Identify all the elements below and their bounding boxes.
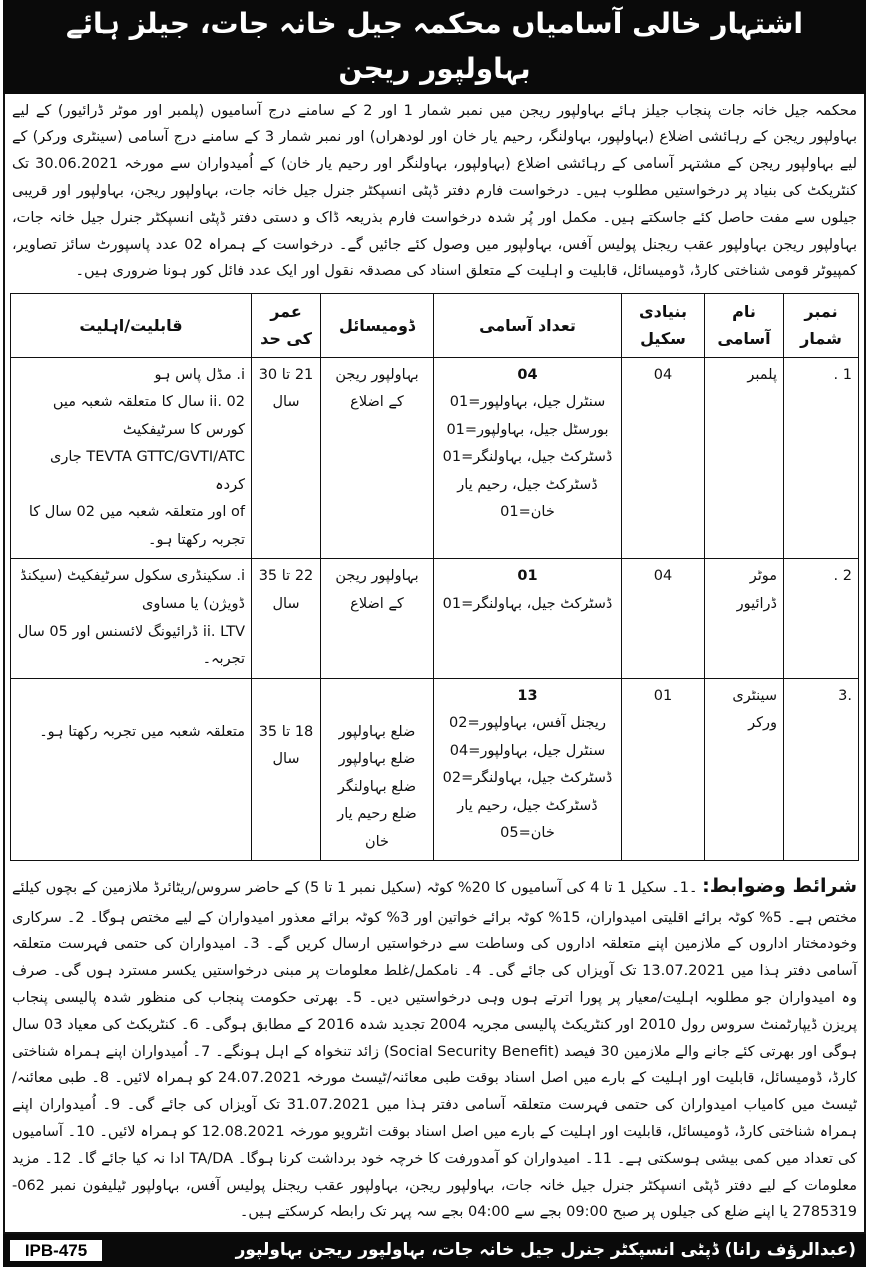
cell-number-text: 2 . xyxy=(833,568,852,585)
cell-scale-text: 04 xyxy=(653,568,673,585)
cell-domicile-line: ضلع بہاولپور xyxy=(338,751,416,768)
ad-code: IPB-475 xyxy=(10,1240,102,1261)
cell-posts xyxy=(434,357,622,559)
header-qualification: قابلیت/اہلیت xyxy=(11,294,252,357)
ad-title: اشتہار خالی آسامیاں محکمہ جیل خانہ جات، جیلز ہائے بہاولپور ریجن xyxy=(3,0,866,94)
cell-posts-line: سنٹرل جیل، بہاولپور=04 xyxy=(449,742,606,759)
cell-domicile-line: کے اضلاع xyxy=(350,394,404,411)
cell-qualification-line: i. سکینڈری سکول سرٹیفکیٹ (سیکنڈ ڈویژن) یا مساوی xyxy=(20,568,245,613)
cell-number xyxy=(784,678,859,861)
cell-posts-line: ڈسٹرکٹ جیل، بہاولنگر=01 xyxy=(442,596,613,613)
signature: (عبدالرؤف رانا) ڈپٹی انسپکٹر جنرل جیل خانہ جات، بہاولپور ریجن بہاولپور xyxy=(235,1240,856,1261)
cell-post-name-text: پلمبر xyxy=(747,366,777,383)
cell-posts-line: ڈسٹرکٹ جیل، بہاولنگر=02 xyxy=(442,770,613,787)
header-age: عمر کی حد xyxy=(252,294,321,357)
cell-posts-line: ڈسٹرکٹ جیل، رحیم یار خان=05 xyxy=(457,797,598,842)
cell-posts xyxy=(434,678,622,861)
cell-qualification-line: TEVTA GTTC/GVTI/ATC جاری کردہ xyxy=(50,449,245,493)
cell-number xyxy=(784,357,859,559)
table-row xyxy=(11,678,859,861)
cell-number-text: 1 . xyxy=(833,366,852,383)
posts-total: 13 xyxy=(517,687,538,704)
cell-domicile-line: بہاولپور ریجن xyxy=(335,568,419,585)
cell-post-name-text: موٹر ڈرائیور xyxy=(736,568,777,613)
cell-post-name xyxy=(705,559,784,678)
cell-scale xyxy=(622,678,705,861)
cell-age-line: 18 تا 35 xyxy=(258,723,314,740)
cell-scale xyxy=(622,357,705,559)
cell-qualification-line: ii. LTV ڈرائیونگ لائسنس اور 05 سال تجربہ۔ xyxy=(17,623,245,668)
cell-post-name-text: سینٹری ورکر xyxy=(732,687,777,732)
header-post-name: نام آسامی xyxy=(705,294,784,357)
terms-text: ۔1۔ سکیل 1 تا 4 کی آسامیوں کا 20% کوٹہ (سکیل نمبر 1 تا 5) کے حاضر سروس/ریٹائرڈ ملازمین کے بچوں کیلئے مختص ہے۔ 5% کوٹہ برائے اقلیتی امیدواران، 15% کوٹہ برائے خواتین اور 3% کوٹہ برائے معذور امیدواران کے لیے مختص ہوگا۔ 2۔ سرکاری وخودمختار اداروں کے ملازمین اپنے متعلقہ اداروں کی وساطت سے درخواستیں ارسال کریں گے۔ 3۔ امیدواران کی حتمی فہرست متعلقہ آسامی دفتر ہذا میں 13.07.2021 تک آویزاں کی جائے گی۔ 4۔ نامکمل/غلط معلومات پر مبنی درخواستیں یکسر مسترد ہوں گی۔ صرف وہ امیدواران جو مطلوبہ اہلیت/معیار پر پورا اترتے ہوں وہی درخواستیں دیں۔ 5۔ بھرتی حکومت پنجاب کی منظور شدہ پالیسی پنجاب پریزن ڈیپارٹمنٹ سروس رول 2010 اور کنٹریکٹ پالیسی مجریہ 2004 تجدید شدہ 2016 کے مطابق ہوگی۔ 6۔ کنٹریکٹ کی معیاد 03 سال ہوگی اور بھرتی کئے جانے والے ملازمین 30 فیصد (Social Security Benefit) زائد تنخواہ کے اہل ہونگے۔ 7۔ اُمیدواران اپنے ہمراہ شناختی کارڈ، ڈومیسائل، قابلیت اور اہلیت کے بارے میں اصل اسناد بوقت طبی معائنہ/ٹیسٹ مورخہ 24.07.2021 کو ہمراہ لائیں۔ 8۔ طبی معائنہ/ٹیسٹ میں کامیاب امیدواران کی حتمی فہرست متعلقہ آسامی دفتر ہذا میں 31.07.2021 تک آویزاں کی جائے گی۔ 9۔ اُمیدواران اپنے ہمراہ شناختی کارڈ، ڈومیسائل، قابلیت اور اہلیت کے بارے میں اصل اسناد بوقت انٹرویو مورخہ 12.08.2021 کو ہمراہ لائیں۔ 10۔ آسامیوں کی تعداد میں کمی بیشی ہوسکتی ہے۔ 11۔ امیدواران کو آمدورفت کا خرچہ خود برداشت کرنا ہوگا۔ TA/DA ادا نہ کیا جائے گا۔ 12۔ مزید معلومات کے لیے دفتر ڈپٹی انسپکٹر جنرل جیل خانہ جات، بہاولپور ریجن، بہاولپور عقب ریجنل پولیس آفس، بہاولپور ٹیلیفون نمبر 062-2785319 یا اپنے ضلع کی جیلوں پر صبح 09:00 بجے سے 04:00 بجے سہ پہر تک رابطہ کرسکتے ہیں۔ xyxy=(12,880,858,1221)
vacancy-table xyxy=(10,293,859,861)
cell-qualification-line: of اور متعلقہ شعبہ میں 02 سال کا تجربہ رکھتا ہو۔ xyxy=(28,504,245,548)
cell-posts-line: بورسٹل جیل، بہاولپور=01 xyxy=(446,421,609,438)
cell-domicile-line: کے اضلاع xyxy=(350,596,404,613)
cell-domicile-line: بہاولپور ریجن xyxy=(335,366,419,383)
header-number: نمبر شمار xyxy=(784,294,859,357)
terms-heading: شرائط وضوابط: xyxy=(702,875,858,898)
cell-post-name xyxy=(705,678,784,861)
cell-scale-text: 01 xyxy=(653,687,673,704)
cell-age-line: 21 تا 30 xyxy=(258,366,314,383)
cell-post-name xyxy=(705,357,784,559)
cell-posts-line: ڈسٹرکٹ جیل، رحیم یار خان=01 xyxy=(457,476,598,521)
cell-number xyxy=(784,559,859,678)
intro-paragraph: محکمہ جیل خانہ جات پنجاب جیلز ہائے بہاولپور ریجن میں نمبر شمار 1 اور 2 کے سامنے درج آسامیوں (پلمبر اور موٹر ڈرائیور) کے لیے بہاولپور ریجن کے رہائشی اضلاع (بہاولپور، بہاولنگر، رحیم یار خان اور لودھراں) اور نمبر شمار 3 کے سامنے درج آسامی (سینٹری ورکر) کے لیے بہاولپور ریجن کے مشتہر آسامی کے رہائشی اضلاع (بہاولپور، بہاولنگر اور رحیم یار خان) کے اُمیدواران سے مورخہ 30.06.2021 تک کنٹریکٹ کی بنیاد پر درخواستیں مطلوب ہیں۔ درخواست فارم دفتر ڈپٹی انسپکٹر جنرل جیل خانہ جات، بہاولپور ریجن، بہاولپور اور قریبی جیلوں سے مفت حاصل کئے جاسکتے ہیں۔ مکمل اور پُر شدہ درخواست فارم بذریعہ ڈاک و دستی دفتر ڈپٹی انسپکٹر جنرل جیل خانہ جات، بہاولپور ریجن بہاولپور عقب ریجنل پولیس آفس، بہاولپور میں وصول کئے جائیں گے۔ درخواست کے ہمراہ 02 عدد پاسپورٹ سائز تصاویر، کمپیوٹر قومی شناختی کارڈ، ڈومیسائل، قابلیت و اہلیت کے متعلق اسناد کی مصدقہ نقول اور ایک عدد فائل کور ہونا ضروری ہیں۔ xyxy=(12,102,857,280)
ad-frame xyxy=(3,94,866,1235)
cell-age xyxy=(252,678,321,861)
cell-qualification-line: ii. 02 سال کا متعلقہ شعبہ میں کورس کا سرٹیفکیٹ xyxy=(52,394,245,438)
cell-age-line: سال xyxy=(272,596,300,613)
cell-qualification-line: متعلقہ شعبہ میں تجربہ رکھتا ہو۔ xyxy=(39,723,245,740)
cell-scale-text: 04 xyxy=(653,366,673,383)
cell-age xyxy=(252,559,321,678)
cell-age-line: 22 تا 35 xyxy=(258,568,314,585)
cell-age-line: سال xyxy=(272,751,300,768)
table-row xyxy=(11,559,859,678)
table-row xyxy=(11,357,859,559)
cell-domicile xyxy=(321,559,434,678)
ad-page xyxy=(3,0,866,1267)
cell-scale xyxy=(622,559,705,678)
cell-domicile xyxy=(321,678,434,861)
cell-posts-line: ڈسٹرکٹ جیل، بہاولنگر=01 xyxy=(442,449,613,466)
table-body xyxy=(11,357,859,861)
posts-total: 04 xyxy=(517,366,538,383)
cell-domicile-line: ضلع بہاولپور xyxy=(338,723,416,740)
cell-qualification-line: i. مڈل پاس ہو xyxy=(154,366,245,383)
cell-qualification xyxy=(11,357,252,559)
header-scale: بنیادی سکیل xyxy=(622,294,705,357)
header-domicile: ڈومیسائل xyxy=(321,294,434,357)
cell-number-text: .3 xyxy=(838,687,852,704)
cell-posts-line: سنٹرل جیل، بہاولپور=01 xyxy=(449,394,606,411)
cell-domicile-line: ضلع بہاولنگر xyxy=(337,778,417,795)
cell-domicile xyxy=(321,357,434,559)
terms-paragraph xyxy=(12,869,857,1226)
cell-qualification xyxy=(11,559,252,678)
cell-age-line: سال xyxy=(272,394,300,411)
cell-posts xyxy=(434,559,622,678)
table-header-row xyxy=(11,294,859,357)
cell-domicile-line: ضلع رحیم یار خان xyxy=(337,806,417,850)
header-posts: تعداد آسامی xyxy=(434,294,622,357)
cell-age xyxy=(252,357,321,559)
cell-qualification xyxy=(11,678,252,861)
posts-total: 01 xyxy=(517,568,538,585)
footer-bar xyxy=(3,1234,866,1267)
cell-posts-line: ریجنل آفس، بہاولپور=02 xyxy=(449,715,606,732)
